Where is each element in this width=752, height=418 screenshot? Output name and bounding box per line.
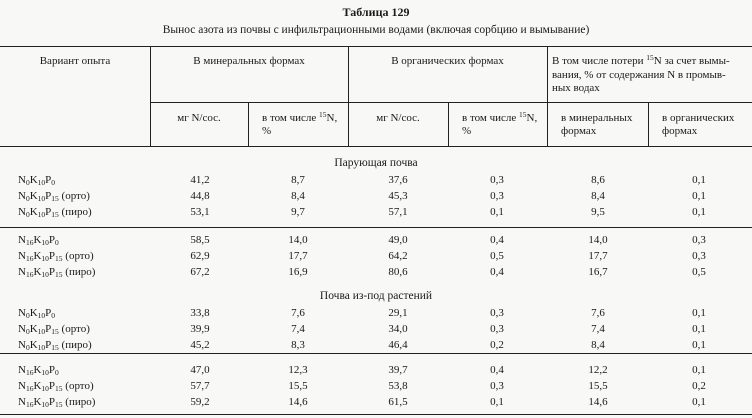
table-cell: 0,2 — [490, 339, 504, 351]
table-cell: 14,0 — [288, 234, 308, 246]
variant-text: N — [18, 323, 26, 335]
variant-subscript: 10 — [37, 178, 46, 187]
table-cell: 46,4 — [388, 339, 408, 351]
variant-subscript: 16 — [25, 270, 34, 279]
table-cell: 0,3 — [490, 323, 504, 335]
table-cell: 17,7 — [288, 250, 308, 262]
variant-subscript: 0 — [51, 178, 56, 187]
row-variant-label — [18, 396, 95, 408]
variant-text: (пиро) — [58, 339, 92, 351]
rule-group-1 — [0, 227, 752, 228]
variant-text: K — [33, 380, 42, 392]
row-variant-label — [18, 206, 92, 218]
variant-text: N — [18, 206, 26, 218]
variant-text: P — [45, 190, 52, 202]
variant-subscript: 0 — [25, 178, 30, 187]
variant-subscript: 15 — [55, 270, 63, 279]
variant-subscript: 10 — [41, 238, 49, 247]
header-variant: Вариант опыта — [39, 55, 111, 67]
variant-subscript: 0 — [25, 311, 30, 320]
table-cell: 39,9 — [190, 323, 210, 335]
table-cell: 0,5 — [692, 266, 706, 278]
header-mineral-incl-sup: 15 — [319, 110, 327, 119]
row-variant-label — [18, 380, 94, 392]
variant-subscript: 16 — [25, 384, 34, 393]
table-cell: 0,4 — [490, 266, 504, 278]
table-subtitle: Вынос азота из почвы с инфильтрационными водами (включая сорбцию и вымывание) — [162, 24, 590, 36]
variant-subscript: 15 — [51, 327, 59, 336]
table-cell: 57,1 — [388, 206, 408, 218]
table-cell: 12,2 — [588, 364, 608, 376]
variant-subscript: 10 — [37, 311, 46, 320]
table-cell: 0,4 — [490, 234, 504, 246]
variant-subscript: 16 — [25, 238, 34, 247]
table-cell: 47,0 — [190, 364, 210, 376]
table-cell: 15,5 — [288, 380, 308, 392]
variant-text: (орто) — [58, 190, 90, 202]
row-variant-label — [18, 174, 55, 186]
variant-text: P — [45, 339, 52, 351]
header-loss-line3: ных водах — [552, 82, 600, 94]
table-cell: 53,1 — [190, 206, 210, 218]
table-cell: 0,1 — [692, 190, 706, 202]
table-cell: 0,2 — [692, 380, 706, 392]
header-loss-line2: вания, % от содержания N в промыв- — [552, 69, 726, 81]
table-cell: 8,3 — [291, 339, 305, 351]
row-variant-label — [18, 250, 94, 262]
variant-text: (пиро) — [62, 266, 96, 278]
vline-6 — [648, 102, 649, 146]
variant-subscript: 15 — [55, 254, 63, 263]
table-cell: 33,8 — [190, 307, 210, 319]
table-cell: 16,9 — [288, 266, 308, 278]
variant-text: (орто) — [62, 250, 94, 262]
table-cell: 0,1 — [692, 396, 706, 408]
variant-text: P — [48, 380, 56, 392]
header-organic-mg: мг N/сос. — [376, 112, 420, 124]
variant-subscript: 10 — [41, 368, 49, 377]
variant-subscript: 0 — [25, 343, 30, 352]
table-cell: 58,5 — [190, 234, 210, 246]
variant-subscript: 15 — [51, 210, 59, 219]
table-cell: 45,2 — [190, 339, 210, 351]
table-cell: 61,5 — [388, 396, 408, 408]
variant-text: K — [29, 206, 38, 218]
header-sub-mineral-2: формах — [561, 125, 597, 137]
table-cell: 0,3 — [490, 380, 504, 392]
table-cell: 0,1 — [692, 364, 706, 376]
header-mineral-pct: % — [262, 125, 272, 137]
table-cell: 0,1 — [692, 339, 706, 351]
table-cell: 59,2 — [190, 396, 210, 408]
variant-subscript: 10 — [37, 194, 46, 203]
variant-text: P — [45, 307, 52, 319]
table-cell: 0,5 — [490, 250, 504, 262]
variant-text: N — [18, 266, 26, 278]
variant-subscript: 0 — [25, 210, 30, 219]
variant-text: N — [18, 380, 26, 392]
rule-group-2 — [0, 353, 752, 354]
variant-text: N — [18, 339, 26, 351]
header-mineral-incl — [262, 112, 337, 124]
header-sub-organic-1: в органических — [662, 112, 735, 124]
row-variant-label — [18, 323, 90, 335]
variant-text: P — [48, 364, 56, 376]
variant-subscript: 16 — [25, 368, 34, 377]
table-cell: 17,7 — [588, 250, 608, 262]
table-cell: 0,1 — [490, 206, 504, 218]
variant-subscript: 0 — [51, 311, 56, 320]
table-cell: 8,6 — [591, 174, 605, 186]
variant-text: (пиро) — [62, 396, 96, 408]
variant-text: K — [33, 396, 42, 408]
table-cell: 44,8 — [190, 190, 210, 202]
row-variant-label — [18, 190, 90, 202]
row-variant-label — [18, 364, 59, 376]
rule-bottom — [0, 414, 752, 415]
variant-text: N — [18, 174, 26, 186]
header-mineral-mg: мг N/сос. — [177, 112, 221, 124]
table-cell: 0,3 — [692, 234, 706, 246]
table-cell: 80,6 — [388, 266, 408, 278]
variant-text: K — [33, 364, 42, 376]
variant-subscript: 10 — [41, 270, 49, 279]
vline-4 — [448, 102, 449, 146]
table-cell: 57,7 — [190, 380, 210, 392]
variant-subscript: 15 — [55, 400, 63, 409]
table-cell: 8,4 — [591, 339, 605, 351]
variant-text: K — [33, 234, 42, 246]
vline-5 — [547, 46, 548, 146]
variant-subscript: 10 — [41, 400, 49, 409]
variant-text: N — [18, 364, 26, 376]
header-organic-incl-b: N, — [526, 112, 538, 124]
row-variant-label — [18, 234, 59, 246]
variant-text: K — [29, 174, 38, 186]
table-cell: 7,4 — [291, 323, 305, 335]
table-cell: 8,4 — [591, 190, 605, 202]
variant-text: P — [45, 174, 52, 186]
variant-subscript: 0 — [25, 327, 30, 336]
row-variant-label — [18, 339, 92, 351]
variant-subscript: 0 — [55, 238, 59, 247]
variant-subscript: 15 — [51, 343, 59, 352]
variant-text: K — [29, 190, 38, 202]
table-cell: 49,0 — [388, 234, 408, 246]
variant-text: N — [18, 250, 26, 262]
table-cell: 0,3 — [490, 174, 504, 186]
header-loss-a: В том числе потери — [552, 55, 647, 67]
header-organic-pct: % — [462, 125, 472, 137]
section-plants: Почва из-под растений — [319, 290, 433, 302]
table-cell: 14,0 — [588, 234, 608, 246]
variant-subscript: 10 — [37, 210, 46, 219]
rule-top — [0, 46, 752, 47]
table-cell: 37,6 — [388, 174, 408, 186]
variant-subscript: 10 — [37, 327, 46, 336]
header-loss-sup: 15 — [646, 53, 654, 62]
header-sub-organic-2: формах — [662, 125, 698, 137]
header-organic-incl-sup: 15 — [519, 110, 527, 119]
variant-text: K — [29, 323, 38, 335]
variant-text: P — [45, 323, 52, 335]
variant-subscript: 16 — [25, 254, 34, 263]
vline-2 — [248, 102, 249, 146]
table-cell: 45,3 — [388, 190, 408, 202]
header-organic-incl — [462, 112, 537, 124]
table-cell: 14,6 — [588, 396, 608, 408]
variant-text: N — [18, 396, 26, 408]
variant-text: P — [48, 234, 56, 246]
table-cell: 7,4 — [591, 323, 605, 335]
table-cell: 53,8 — [388, 380, 408, 392]
variant-text: N — [18, 307, 26, 319]
table-cell: 34,0 — [388, 323, 408, 335]
table-cell: 41,2 — [190, 174, 210, 186]
variant-subscript: 15 — [51, 194, 59, 203]
table-cell: 8,4 — [291, 190, 305, 202]
header-organic: В органических формах — [391, 55, 504, 67]
variant-text: (пиро) — [58, 206, 92, 218]
table-cell: 12,3 — [288, 364, 308, 376]
header-mineral: В минеральных формах — [193, 55, 305, 67]
header-mineral-incl-a: в том числе — [262, 112, 320, 124]
variant-text: P — [48, 266, 56, 278]
table-title: Таблица 129 — [342, 5, 410, 19]
table-cell: 0,1 — [692, 206, 706, 218]
variant-text: K — [33, 266, 42, 278]
table-cell: 7,6 — [591, 307, 605, 319]
table-cell: 0,3 — [692, 250, 706, 262]
section-fallow: Парующая почва — [334, 157, 418, 169]
variant-subscript: 16 — [25, 400, 34, 409]
table-cell: 9,5 — [591, 206, 605, 218]
header-sub-mineral-1: в минеральных — [561, 112, 633, 124]
rule-subheader — [150, 102, 752, 103]
table-cell: 8,7 — [291, 174, 305, 186]
table-cell: 0,1 — [692, 174, 706, 186]
table-cell: 39,7 — [388, 364, 408, 376]
table-cell: 0,3 — [490, 190, 504, 202]
table-cell: 7,6 — [291, 307, 305, 319]
variant-text: K — [33, 250, 42, 262]
header-organic-incl-a: в том числе — [462, 112, 520, 124]
table-cell: 62,9 — [190, 250, 210, 262]
variant-text: (орто) — [58, 323, 90, 335]
rule-header-bottom — [0, 146, 752, 147]
variant-subscript: 15 — [55, 384, 63, 393]
table-cell: 0,3 — [490, 307, 504, 319]
table-cell: 0,4 — [490, 364, 504, 376]
variant-text: K — [29, 307, 38, 319]
variant-text: P — [48, 396, 56, 408]
variant-subscript: 10 — [37, 343, 46, 352]
table-cell: 0,1 — [692, 323, 706, 335]
header-mineral-incl-b: N, — [326, 112, 338, 124]
table-cell: 0,1 — [490, 396, 504, 408]
variant-text: K — [29, 339, 38, 351]
variant-subscript: 0 — [25, 194, 30, 203]
variant-subscript: 10 — [41, 384, 49, 393]
variant-text: (орто) — [62, 380, 94, 392]
table-cell: 14,6 — [288, 396, 308, 408]
table-cell: 15,5 — [588, 380, 608, 392]
variant-text: P — [48, 250, 56, 262]
header-loss-b: N за счет вымы- — [653, 55, 730, 67]
table-cell: 16,7 — [588, 266, 608, 278]
row-variant-label — [18, 266, 95, 278]
variant-text: N — [18, 234, 26, 246]
row-variant-label — [18, 307, 55, 319]
table-cell: 29,1 — [388, 307, 408, 319]
table-cell: 0,1 — [692, 307, 706, 319]
header-loss-line1 — [552, 55, 730, 67]
table-cell: 9,7 — [291, 206, 305, 218]
table-cell: 67,2 — [190, 266, 210, 278]
variant-text: P — [45, 206, 52, 218]
variant-subscript: 10 — [41, 254, 49, 263]
variant-subscript: 0 — [55, 368, 59, 377]
table-cell: 64,2 — [388, 250, 408, 262]
variant-text: N — [18, 190, 26, 202]
